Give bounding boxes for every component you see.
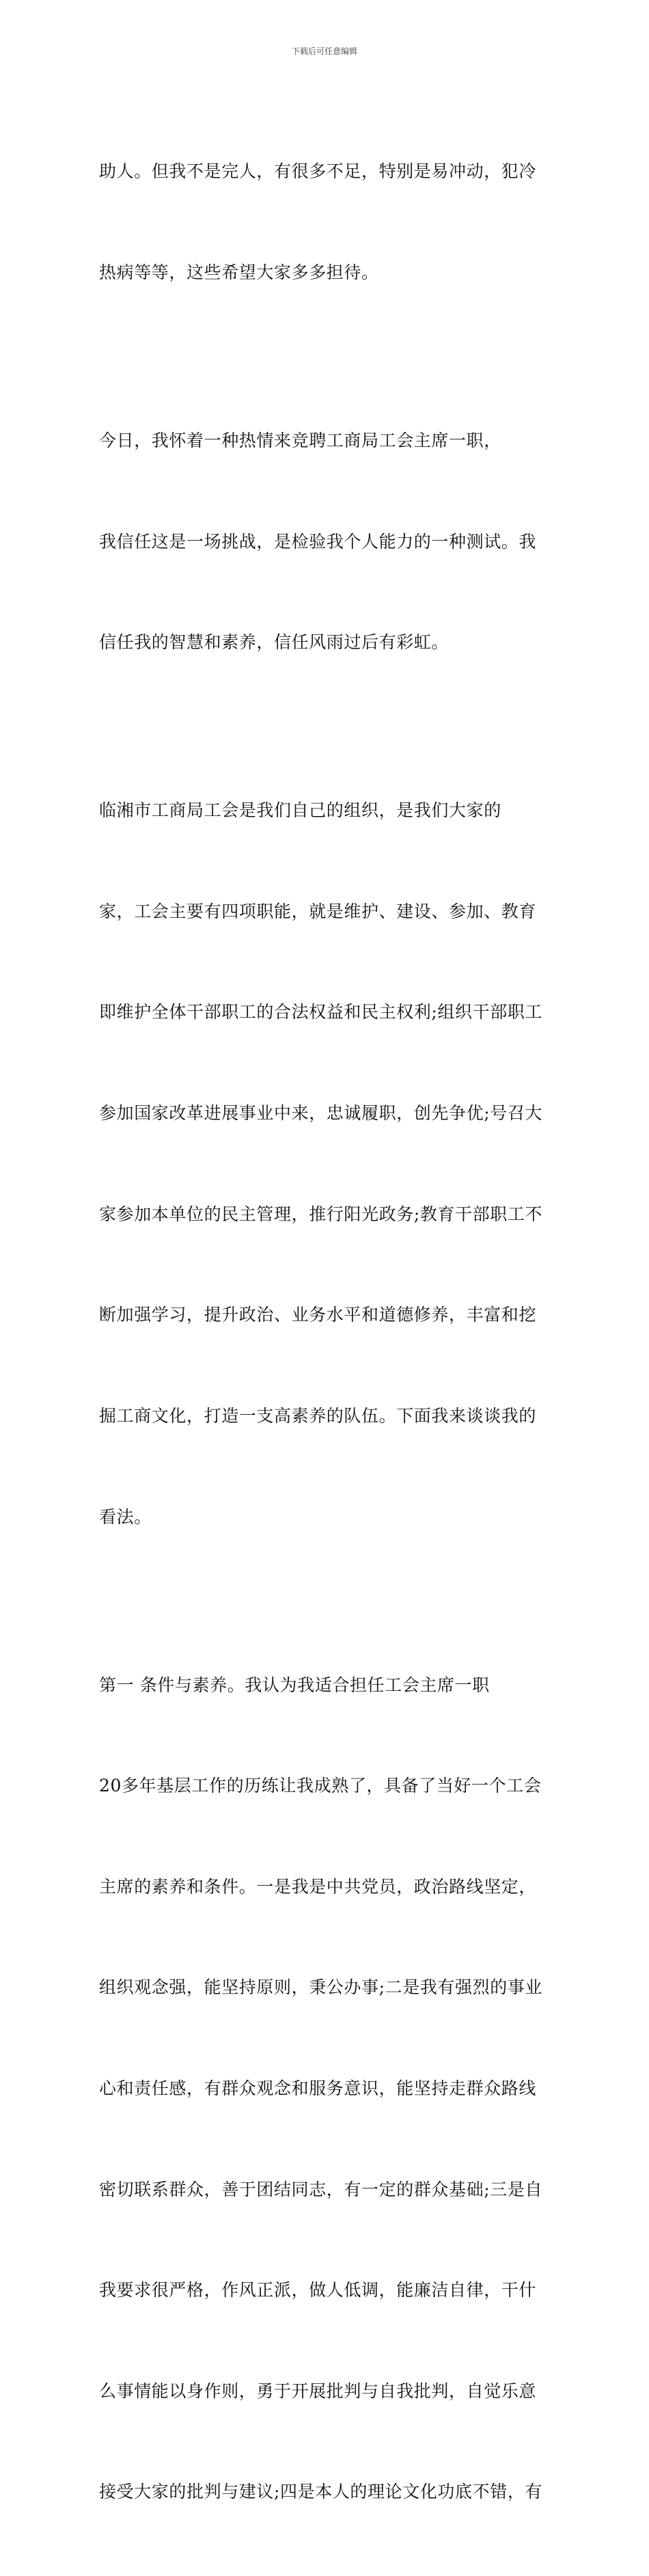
paragraph-1 bbox=[99, 87, 551, 357]
paragraph-line: 家，工会主要有四项职能，就是维护、建设、参加、教育 bbox=[99, 901, 537, 921]
paragraph-line: 临湘市工商局工会是我们自己的组织，是我们大家的 bbox=[99, 800, 501, 821]
paragraph-line: 接受大家的批判与建议;四是本人的理论文化功底不错，有 bbox=[99, 2482, 543, 2502]
paragraph-line: 掘工商文化，打造一支高素养的队伍。下面我来谈谈我的 bbox=[99, 1405, 537, 1426]
paragraph-line: 家参加本单位的民主管理，推行阳光政务;教育干部职工不 bbox=[99, 1204, 543, 1224]
paragraph-line: 么事情能以身作则，勇于开展批判与自我批判，自觉乐意 bbox=[99, 2381, 537, 2401]
paragraph-line: 今日，我怀着一种热情来竞聘工商局工会主席一职， bbox=[99, 431, 501, 451]
page-header-note: 下载后可任意编辑 bbox=[291, 46, 357, 56]
document-body bbox=[99, 87, 551, 2576]
paragraph-line: 断加强学习，提升政治、业务水平和道德修养，丰富和挖 bbox=[99, 1305, 537, 1325]
paragraph-line: 密切联系群众，善于团结同志，有一定的群众基础;三是自 bbox=[99, 2179, 543, 2199]
paragraph-line: 20多年基层工作的历练让我成熟了，具备了当好一个工会 bbox=[99, 1776, 542, 1796]
paragraph-line: 心和责任感，有群众观念和服务意识，能坚持走群众路线 bbox=[99, 2078, 537, 2098]
paragraph-line: 我信任这是一场挑战，是检验我个人能力的一种测试。我 bbox=[99, 531, 537, 552]
paragraph-line: 看法。 bbox=[99, 1506, 152, 1527]
paragraph-3 bbox=[99, 727, 551, 1601]
paragraph-line: 即维护全体干部职工的合法权益和民主权利;组织干部职工 bbox=[99, 1002, 543, 1022]
paragraph-line: 主席的素养和条件。一是我是中共党员，政治路线坚定， bbox=[99, 1876, 537, 1897]
paragraph-line: 助人。但我不是完人，有很多不足，特别是易冲动，犯冷 bbox=[99, 161, 537, 182]
paragraph-line: 参加国家改革进展事业中来，忠诚履职，创先争优;号召大 bbox=[99, 1103, 543, 1124]
paragraph-4 bbox=[99, 1601, 551, 2576]
paragraph-line: 组织观念强，能坚持原则，秉公办事;二是我有强烈的事业 bbox=[99, 1977, 543, 1998]
paragraph-2 bbox=[99, 357, 551, 727]
paragraph-line: 第一 条件与素养。我认为我适合担任工会主席一职 bbox=[99, 1675, 490, 1695]
paragraph-line: 信任我的智慧和素养，信任风雨过后有彩虹。 bbox=[99, 632, 450, 653]
paragraph-line: 我要求很严格，作风正派，做人低调，能廉洁自律，干什 bbox=[99, 2280, 537, 2301]
paragraph-line: 热病等等，这些希望大家多多担待。 bbox=[99, 262, 379, 283]
